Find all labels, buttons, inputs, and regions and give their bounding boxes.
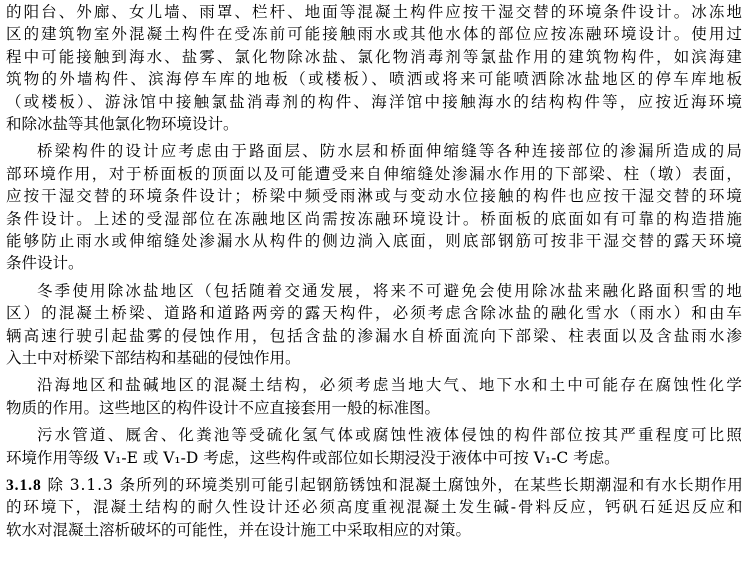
clause-3-1-8-line-2: 的环境下，混凝土结构的耐久性设计还必须高度重视混凝土发生碱-骨料反应，钙矾石延迟反应和 xyxy=(6,498,745,517)
clause-3-1-8-line-3: 软水对混凝土溶析破坏的可能性，并在设计施工中采取相应的对策。 xyxy=(6,520,472,539)
paragraph-2-line-1: 桥梁构件的设计应考虑由于路面层、防水层和桥面伸缩缝等各种连接部位的渗漏所造成的局 xyxy=(37,142,745,161)
paragraph-3-line-3: 辆高速行驶引起盐雾的侵蚀作用，包括含盐的渗漏水自桥面流向下部梁、柱表面以及含盐雨水渗 xyxy=(6,326,744,345)
paragraph-2-line-5: 能够防止雨水或伸缩缝处渗漏水从构件的侧边淌入底面，则底部钢筋可按非干湿交替的露天环境 xyxy=(6,232,744,250)
clause-line-1-text: 除 3.1.3 条所列的环境类别可能引起钢筋锈蚀和混凝土腐蚀外，在某些长期潮湿和有水长期作用 xyxy=(41,476,744,494)
paragraph-2-line-6: 条件设计。 xyxy=(6,254,84,273)
paragraph-5-line-2: 环境作用等级 V₁-E 或 V₁-D 考虑，这些构件或部位如长期浸没于液体中可按 V₁-C 考虑。 xyxy=(6,448,620,467)
paragraph-1-line-4: 筑物的外墙构件、滨海停车库的地板（或楼板）、喷洒或将来可能喷洒除冰盐地区的停车库地板 xyxy=(6,70,745,89)
paragraph-3-line-4: 入土中对桥梁下部结构和基础的侵蚀作用。 xyxy=(6,349,301,367)
paragraph-4-line-2: 物质的作用。这些地区的构件设计不应直接套用一般的标准图。 xyxy=(6,398,441,417)
paragraph-3-line-1: 冬季使用除冰盐地区（包括随着交通发展，将来不可避免会使用除冰盐来融化路面积雪的地 xyxy=(37,281,745,300)
clause-3-1-8-line-1 xyxy=(6,474,744,496)
paragraph-2-line-4: 条件设计。上述的受湿部位在冻融地区尚需按冻融环境设计。桥面板的底面如有可靠的构造措施 xyxy=(6,209,744,228)
paragraph-3-line-2: 区）的混凝土桥梁、道路和道路两旁的露天构件，必须考虑含除冰盐的融化雪水（雨水）和由车 xyxy=(6,304,744,323)
paragraph-5-line-1: 污水管道、厩舍、化粪池等受硫化氢气体或腐蚀性液体侵蚀的构件部位按其严重程度可比照 xyxy=(37,426,745,445)
paragraph-2-line-2: 部环境作用，对于桥面板的顶面以及可能遭受来自伸缩缝处渗漏水作用的下部梁、柱（墩）表面， xyxy=(6,164,744,183)
paragraph-1-line-1: 的阳台、外廊、女儿墙、雨罩、栏杆、地面等混凝土构件应按干湿交替的环境条件设计。冰冻地 xyxy=(6,3,744,21)
paragraph-1-line-3: 程中可能接触到海水、盐雾、氯化物除冰盐、氯化物消毒剂等氯盐作用的建筑物构件，如滨海建 xyxy=(6,47,744,66)
paragraph-1-line-6: 和除冰盐等其他氯化物环境设计。 xyxy=(6,115,239,133)
paragraph-4-line-1: 沿海地区和盐碱地区的混凝土结构，必须考虑当地大气、地下水和土中可能存在腐蚀性化学 xyxy=(37,376,745,395)
paragraph-2-line-3: 应按干湿交替的环境条件设计；桥梁中频受雨淋或与变动水位接触的构件也应按干湿交替的环境 xyxy=(6,187,744,206)
clause-number: 3.1.8 xyxy=(6,477,42,494)
paragraph-1-line-5: （或楼板）、游泳馆中接触氯盐消毒剂的构件、海洋馆中接触海水的结构构件等，应按近海环境 xyxy=(6,92,745,111)
paragraph-1-line-2: 区的建筑物室外混凝土构件在受冻前可能接触雨水或其他水体的部位应按冻融环境设计。使用过 xyxy=(6,25,744,44)
